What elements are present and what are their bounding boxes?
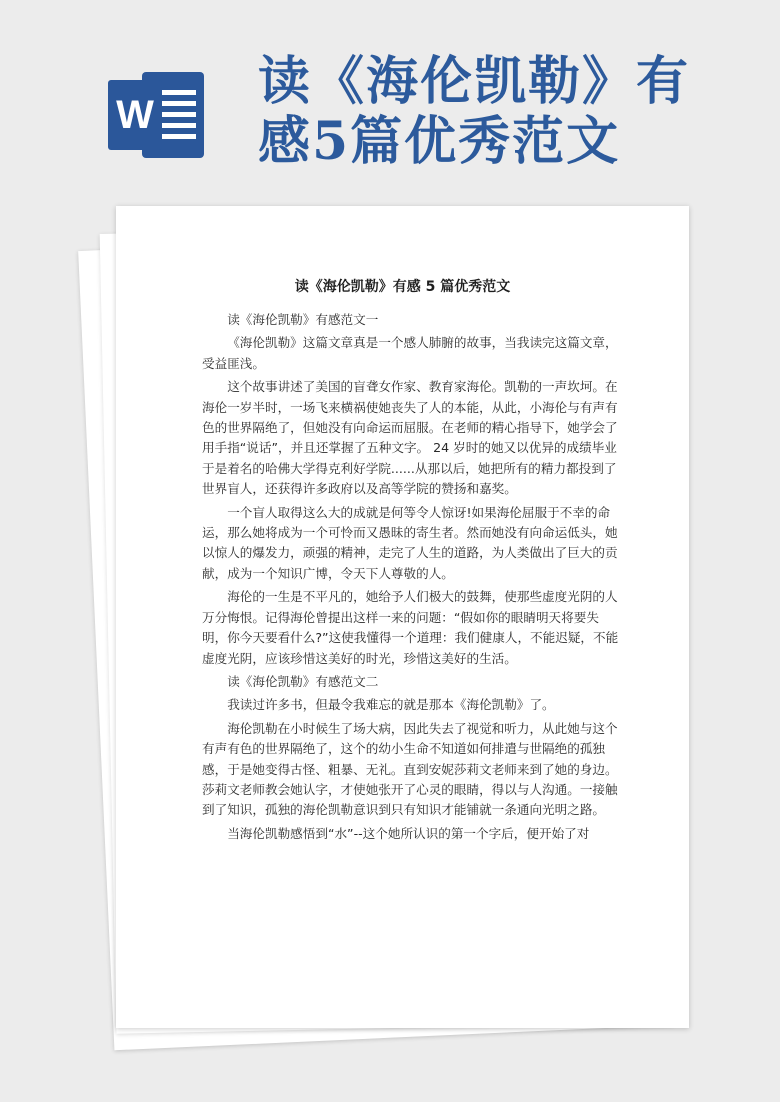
document-body [202, 310, 620, 847]
document-title: 读《海伦凯勒》有感 5 篇优秀范文 [294, 279, 511, 295]
paragraph: 我读过许多书，但最令我难忘的就是那本《海伦凯勒》了。 [227, 697, 555, 713]
paragraph: 海伦凯勒在小时候生了场大病，因此失去了视觉和听力，从此她与这个有声有色的世界隔绝了，这个的幼小生命不知道如何排遣与世隔绝的孤独感，于是她变得古怪、粗暴、无礼。直到安妮莎莉文老师来到了她的身边。莎莉文老师教会她认字，才使她张开了心灵的眼睛，得以与人沟通。一接触到了知识，孤独的海伦凯勒意识到只有知识才能铺就一条通向光明之路。 [202, 720, 618, 818]
essay-heading: 读《海伦凯勒》有感范文一 [227, 312, 379, 327]
paragraph: 这个故事讲述了美国的盲聋女作家、教育家海伦。凯勒的一声坎坷。在海伦一岁半时，一场飞来横祸使她丧失了人的本能，从此，小海伦与有声有色的世界隔绝了，但她没有向命运而屈服。在老师的精心指导下，她学会了用手指“说话”，并且还掌握了五种文字。 24 岁时的她又以优异的成绩毕业于是着名的哈佛大学得克利好学院......从那以后，她把所有的精力都投到了世界盲人，还获得许多政府以及高等学院的赞扬和嘉奖。 [202, 379, 618, 497]
paragraph: 《海伦凯勒》这篇文章真是一个感人肺腑的故事，当我读完这篇文章，受益匪浅。 [202, 335, 618, 371]
page-title: 读《海伦凯勒》有感5篇优秀范文 [258, 51, 691, 172]
paragraph: 当海伦凯勒感悟到“水”--这个她所认识的第一个字后，便开始了对 [227, 825, 590, 841]
header [0, 0, 780, 200]
word-logo-letter: W [116, 93, 154, 137]
paragraph: 一个盲人取得这么大的成就是何等令人惊讶!如果海伦屈服于不幸的命运，那么她将成为一个可怜而又愚昧的寄生者。然而她没有向命运低头，她以惊人的爆发力，顽强的精神，走完了人生的道路，为人类做出了巨大的贡献，成为一个知识广博，令天下人尊敬的人。 [202, 504, 618, 581]
paragraph: 海伦的一生是不平凡的，她给予人们极大的鼓舞，使那些虚度光阴的人万分悔恨。记得海伦曾提出这样一来的问题：“假如你的眼睛明天将要失明，你今天要看什么?”这使我懂得一个道理：我们健康人，不能迟疑，不能虚度光阴，应该珍惜这美好的时光，珍惜这美好的生活。 [202, 589, 619, 666]
word-icon [108, 68, 208, 162]
document-page [116, 206, 689, 1028]
essay-heading: 读《海伦凯勒》有感范文二 [227, 673, 379, 689]
